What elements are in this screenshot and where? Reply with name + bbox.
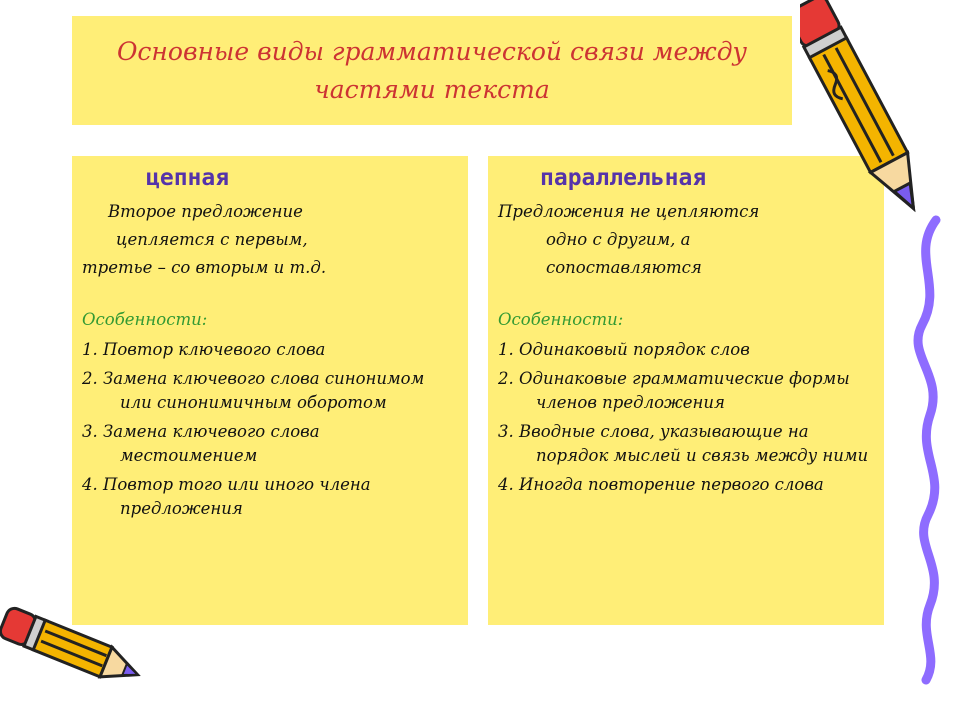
pencil-icon bbox=[0, 590, 145, 720]
list-item-line: или синонимичным оборотом bbox=[120, 393, 387, 412]
list-item-line: порядок мыслей и связь между ними bbox=[536, 446, 869, 465]
list-item-line: местоимением bbox=[120, 446, 258, 465]
list-item-line: 2. Замена ключевого слова синонимом bbox=[82, 369, 425, 388]
list-item bbox=[498, 473, 874, 497]
list-item-line: 4. Повтор того или иного члена bbox=[82, 475, 371, 494]
squiggle-decoration bbox=[900, 215, 960, 685]
parallel-heading: параллельная bbox=[540, 165, 707, 191]
chain-description bbox=[82, 198, 458, 282]
chain-description-line: третье – со вторым и т.д. bbox=[82, 258, 327, 277]
list-item-line: 2. Одинаковые грамматические формы bbox=[498, 369, 850, 388]
chain-description-line: цепляется с первым, bbox=[116, 230, 308, 249]
pencil-icon bbox=[800, 0, 960, 240]
chain-panel bbox=[72, 156, 468, 625]
list-item bbox=[498, 420, 874, 468]
parallel-description-line: одно с другим, а bbox=[546, 230, 691, 249]
list-item bbox=[82, 367, 458, 415]
parallel-description-line: Предложения не цепляются bbox=[498, 202, 760, 221]
list-item bbox=[82, 338, 458, 362]
title-line-1: Основные виды грамматической связи между bbox=[116, 36, 748, 66]
list-item-line: 1. Повтор ключевого слова bbox=[82, 340, 326, 359]
list-item bbox=[498, 338, 874, 362]
list-item bbox=[82, 420, 458, 468]
list-item bbox=[82, 473, 458, 521]
list-item-line: членов предложения bbox=[536, 393, 725, 412]
chain-heading: цепная bbox=[146, 165, 230, 191]
chain-features-list bbox=[82, 338, 458, 521]
title-box bbox=[72, 16, 792, 125]
list-item-line: 3. Вводные слова, указывающие на bbox=[498, 422, 809, 441]
list-item-line: 3. Замена ключевого слова bbox=[82, 422, 320, 441]
list-item-line: 4. Иногда повторение первого слова bbox=[498, 475, 824, 494]
parallel-description-line: сопоставляются bbox=[546, 258, 702, 277]
list-item bbox=[498, 367, 874, 415]
title-line-2: частями текста bbox=[314, 74, 550, 104]
list-item-line: 1. Одинаковый порядок слов bbox=[498, 340, 750, 359]
chain-description-line: Второе предложение bbox=[108, 202, 303, 221]
parallel-features-list bbox=[498, 338, 874, 497]
parallel-features-label: Особенности: bbox=[498, 310, 624, 329]
chain-features-label: Особенности: bbox=[82, 310, 208, 329]
list-item-line: предложения bbox=[120, 499, 243, 518]
